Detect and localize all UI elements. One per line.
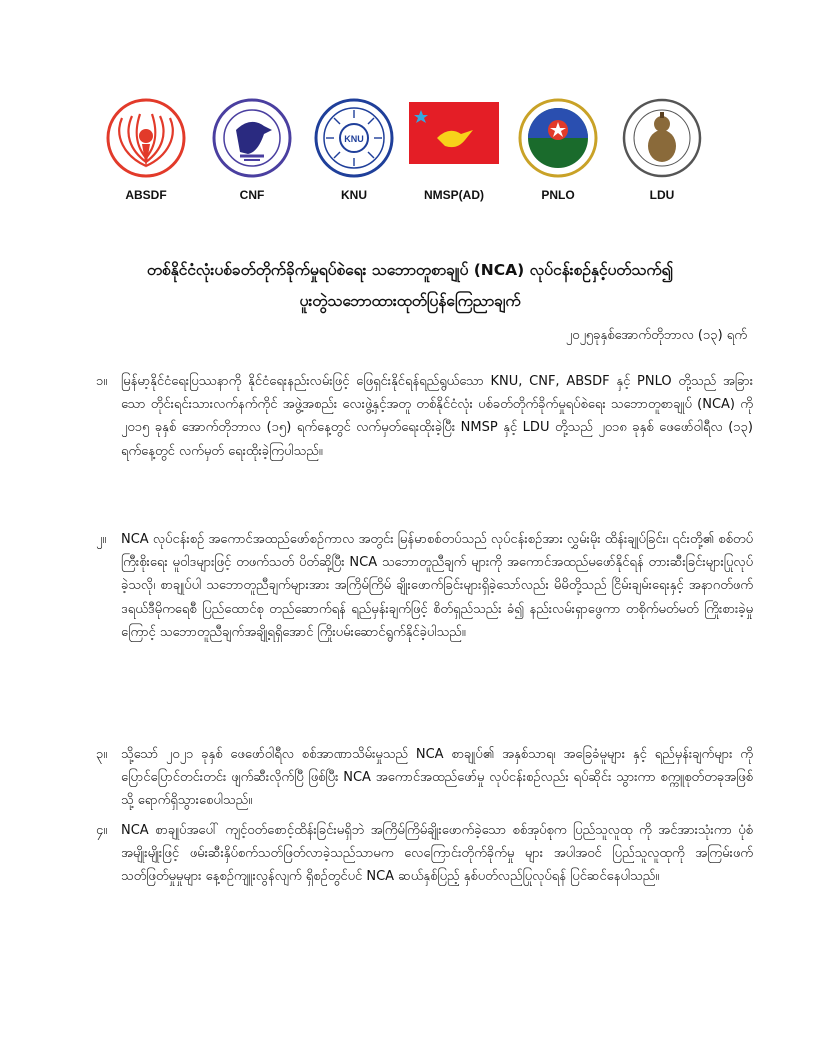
logo-caption: PNLO — [541, 188, 575, 202]
nmsp-logo — [404, 96, 504, 202]
paragraph — [96, 370, 753, 463]
statement-title — [80, 255, 740, 317]
pnlo-logo — [508, 96, 608, 202]
knu-seal-icon — [312, 96, 396, 180]
paragraph-text: မြန်မာ့နိုင်ငံရေးပြဿနာကို နိုင်ငံရေးနည်းလမ်းဖြင့် ဖြေရှင်းနိုင်ရန်ရည်ရွယ်သော KNU, CNF, ABSDF နှင့် PNLO တို့သည် အခြားသော တိုင်းရင်းသားလက်နက်ကိုင် အဖွဲ့အစည်း လေးဖွဲ့နှင့်အတူ တစ်နိုင်ငံလုံး ပစ်ခတ်တိုက်ခိုက်မှုရပ်စဲရေး သဘောတူစာချုပ် (NCA) ကို ၂၀၁၅ ခုနှစ် အောက်တိုဘာလ (၁၅) ရက်နေ့တွင် လက်မှတ်ရေးထိုးခဲ့ပြီး NMSP နှင့် LDU တို့သည် ၂၀၁၈ ခုနှစ် ဖေဖော်ဝါရီလ (၁၃) ရက်နေ့တွင် လက်မှတ် ရေးထိုးခဲ့ကြပါသည်။ — [121, 374, 753, 459]
hornbill-seal-icon — [210, 96, 294, 180]
paragraph-number: ၁။ — [96, 374, 108, 389]
paragraph-text: NCA လုပ်ငန်းစဉ် အကောင်အထည်ဖော်စဉ်ကာလ အတွင်း မြန်မာစစ်တပ်သည် လုပ်ငန်းစဉ်အား လွှမ်းမိုး ထိန်းချုပ်ခြင်း၊ ၎င်းတို့၏ စစ်တပ်ကြီးစိုးရေး မူဝါဒများဖြင့် တဖက်သတ် ပိတ်ဆို့ပြီး NCA သဘောတူညီချက် များကို အကောင်အထည်မဖော်နိုင်ရန် တားဆီးခြင်းများပြုလုပ်ခဲ့သလို၊ စာချုပ်ပါ သဘောတူညီချက်များအား အကြိမ်ကြိမ် ချိုးဖောက်ခြင်းများရှိခဲ့သော်လည်း မိမိတို့သည် ငြိမ်းချမ်းရေးနှင့် အနာဂတ်ဖက်ဒရယ်ဒီမိုကရေစီ ပြည်ထောင်စု တည်ဆောက်ရန် ရည်မှန်းချက်ဖြင့် စိတ်ရှည်သည်း ခံ၍ နည်းလမ်းရှာဖွေကာ တစိုက်မတ်မတ် ကြိုးစားခဲ့မှုကြောင့် သဘောတူညီချက်အချို့ရရှိအောင် ကြိုးပမ်းဆောင်ရွက်နိုင်ခဲ့ပါသည်။ — [121, 532, 753, 640]
ldu-logo — [612, 96, 712, 202]
logo-row — [96, 96, 726, 208]
pnlo-emblem-icon — [516, 96, 600, 180]
paragraph — [96, 743, 753, 813]
logo-caption: CNF — [239, 188, 265, 202]
logo-caption: KNU — [341, 188, 367, 202]
title-line-1: တစ်နိုင်ငံလုံးပစ်ခတ်တိုက်ခိုက်မှုရပ်စဲရေး သဘောတူစာချုပ် (NCA) လုပ်ငန်းစဉ်နှင့်ပတ်သက်၍ — [146, 261, 674, 279]
statement-date: ၂၀၂၅ခုနှစ်အောက်တိုဘာလ (၁၃) ရက် — [565, 328, 747, 343]
hamsa-flag-icon — [409, 96, 499, 180]
knu-logo — [304, 96, 404, 202]
paragraph-number: ၃။ — [96, 747, 108, 762]
logo-caption: NMSP(AD) — [424, 188, 484, 202]
logo-caption: LDU — [649, 188, 675, 202]
logo-caption: ABSDF — [125, 188, 167, 202]
peacock-seal-icon — [104, 96, 188, 180]
absdf-logo — [96, 96, 196, 202]
gourd-seal-icon — [620, 96, 704, 180]
paragraph-number: ၂။ — [96, 532, 107, 547]
cnf-logo — [202, 96, 302, 202]
paragraph-text: NCA စာချုပ်အပေါ် ကျင့်ဝတ်စောင့်ထိန်းခြင်းမရှိဘဲ အကြိမ်ကြိမ်ချိုးဖောက်ခဲ့သော စစ်အုပ်စုက ပြည်သူလူထု ကို အင်အားသုံးကာ ပုံစံအမျိုးမျိုးဖြင့် ဖမ်းဆီးနှိပ်စက်သတ်ဖြတ်လာခဲ့သည်သာမက လေကြောင်းတိုက်ခိုက်မှု များ အပါအဝင် ပြည်သူလူထုကို အကြမ်းဖက်သတ်ဖြတ်မှုမှုများ နေ့စဉ်ကျူးလွန်လျက် ရှိစဉ်တွင်ပင် NCA ဆယ်နှစ်ပြည့် နှစ်ပတ်လည်ပြုလုပ်ရန် ပြင်ဆင်နေပါသည်။ — [121, 823, 753, 885]
paragraph — [96, 528, 753, 644]
paragraph — [96, 819, 753, 889]
svg-text:KNU: KNU — [344, 134, 364, 144]
title-line-2: ပူးတွဲသဘောထားထုတ်ပြန်ကြေညာချက် — [299, 292, 521, 310]
paragraph-number: ၄။ — [96, 823, 108, 838]
paragraph-text: သို့သော် ၂၀၂၁ ခုနှစ် ဖေဖော်ဝါရီလ စစ်အာဏာသိမ်းမှုသည် NCA စာချုပ်၏ အနှစ်သာရ၊ အခြေခံမူများ နှင့် ရည်မှန်းချက်များ ကို ပြောင်ပြောင်တင်းတင်း ဖျက်ဆီးလိုက်ပြီ ဖြစ်ပြီး NCA အကောင်အထည်ဖော်မှု လုပ်ငန်းစဉ်လည်း ရပ်ဆိုင်း သွားကာ စက္ကူစုတ်တခုအဖြစ်သို့ ရောက်ရှိသွားစေပါသည်။ — [121, 747, 753, 809]
